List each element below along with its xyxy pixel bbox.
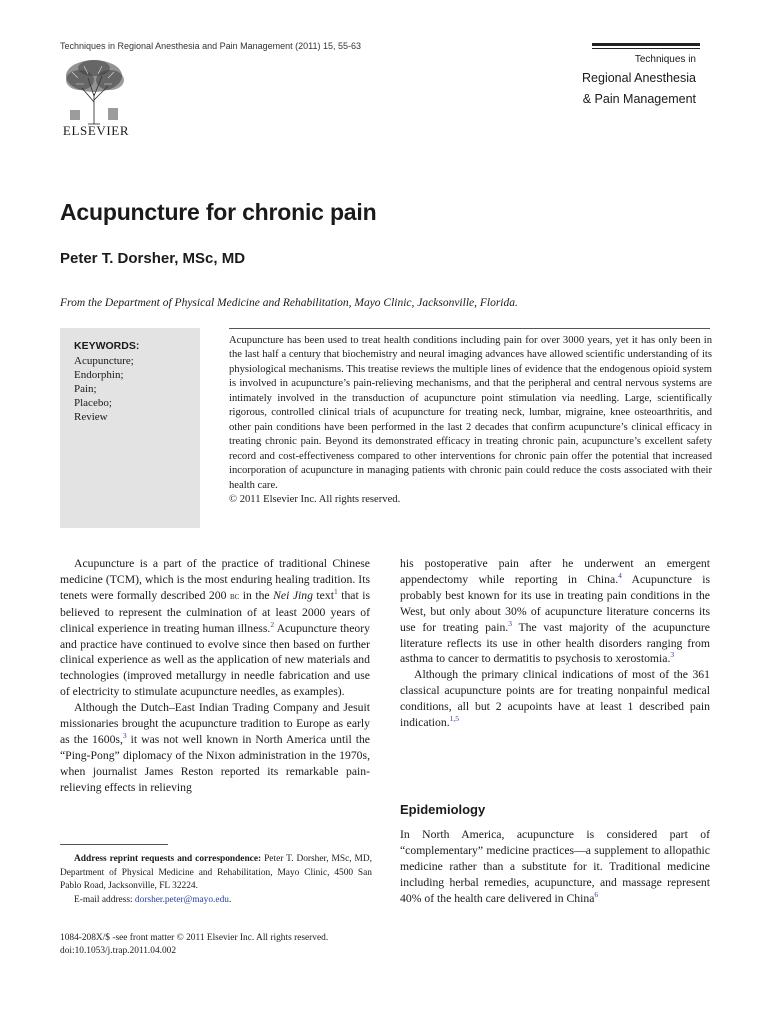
keyword-item: Placebo; (74, 397, 112, 409)
epidemiology-section (400, 827, 710, 907)
masthead-title-line2: & Pain Management (582, 92, 696, 106)
journal-citation-line: Techniques in Regional Anesthesia and Pain Management (2011) 15, 55-63 (60, 41, 362, 51)
citation-link[interactable]: 1,5 (449, 714, 460, 724)
keyword-item: Acupuncture; (74, 355, 134, 367)
body-paragraph: Although the primary clinical indications of most of the 361 classical acupuncture points are for treating nonpainful medical conditions, all but 2 acupoints have at least 1 described pain indication.$^{1,5}$ (400, 668, 710, 730)
citation-link[interactable]: 3 (122, 731, 127, 741)
masthead-subtitle: Techniques in (634, 54, 696, 65)
citation-link[interactable]: 1 (333, 586, 338, 596)
author-affiliation: From the Department of Physical Medicine and Rehabilitation, Mayo Clinic, Jacksonville, Florida. (60, 297, 518, 309)
keyword-item: Review (74, 411, 108, 423)
citation-link[interactable]: 3 (670, 650, 675, 660)
abstract-copyright: © 2011 Elsevier Inc. All rights reserved. (229, 493, 401, 505)
body-column-right (400, 556, 710, 731)
keyword-item: Endorphin; (74, 369, 124, 381)
body-paragraph: Acupuncture is a part of the practice of traditional Chinese medicine (TCM), which is the most enduring healing tradition. Its tenets were formally described 200 bc in the Nei Jing text$^1$ that is believed to represent the culmination of at least 2000 years of clinical experience in treating human illness.$^2$ Acupuncture theory and practice have continued to evolve since then based on further clinical experience as well as the application of new materials and technologies (improved metallurgy in needle fabrication and use of electricity to stimulate acupuncture needles, as examples). (60, 557, 371, 699)
body-column-left (60, 556, 370, 796)
body-paragraph: his postoperative pain after he underwent an emergent appendectomy while reporting in China.$^4$ Acupuncture is probably best known for its use in treating pain conditions in the West, but only about 30% of acupuncture literature concerns its use for treating pain.$^3$ The vast majority of the acupuncture literature reflects its use in other health disorders ranging from asthma to cancer to dermatitis to psychosis to xerostomia.$^3$ (400, 557, 711, 666)
masthead-title-line1: Regional Anesthesia (582, 71, 696, 85)
email-link[interactable]: dorsher.peter@mayo.edu (134, 894, 229, 905)
abstract (229, 334, 712, 507)
abstract-top-rule (229, 328, 710, 329)
correspondence-footnote: Address reprint requests and correspondence: Peter T. Dorsher, MSc, MD, Department of Physical Medicine and Rehabilitation, Mayo Clinic, 4500 San Pablo Road, Jacksonville, FL 32224. E-mail address: dorsher.peter@mayo.edu. (60, 854, 373, 905)
article-title: Acupuncture for chronic pain (60, 199, 377, 225)
issn-line: 1084-208X/$ -see front matter © 2011 Elsevier Inc. All rights reserved. (60, 933, 329, 943)
body-paragraph: Although the Dutch–East Indian Trading Company and Jesuit missionaries brought the acupuncture tradition to Europe as early as the 1600s,$^3$ it was not well known in North America until the “Ping-Pong” diplomacy of the Nixon administration in the 1970s, when journalist James Reston reported its remarkable pain-relieving effects in relieving (60, 701, 370, 794)
doi-line[interactable]: doi:10.1053/j.trap.2011.04.002 (60, 946, 177, 956)
masthead-rule-thin (592, 48, 700, 49)
keyword-item: Pain; (74, 383, 97, 395)
footnote-rule (60, 844, 168, 845)
citation-link[interactable]: 6 (594, 889, 599, 899)
citation-link[interactable]: 4 (618, 571, 622, 581)
masthead-rule-thick (592, 43, 700, 46)
abstract-text: Acupuncture has been used to treat health conditions including pain for over 3000 years, yet it has only been in the last half a century that biochemistry and neural imaging advances have allowed scientific understanding of its physiological mechanisms. This treatise reviews the multiple lines of evidence that the endogenous opioid system is involved in acupuncture’s pain-relieving mechanisms, and that the peripheral and central nervous systems are intimately involved in the transduction of acupuncture point stimulation via needling. Large, scientifically rigorous, controlled clinical trials of acupuncture for treating neck, lumbar, migraine, knee osteoarthritis, and other pain conditions have been performed in the last 2 decades that confirm acupuncture’s clinical efficacy in treating chronic pain. Beyond its demonstrated efficacy in treating chronic pain, acupuncture’s excellent safety record and cost-effectiveness compared to other interventions for chronic pain offer the potential that increased incorporation of acupuncture in managing patients with chronic pain could reduce the costs associated with their health care. (229, 335, 712, 491)
keywords-title: KEYWORDS: (74, 340, 140, 352)
body-paragraph: In North America, acupuncture is considered part of “complementary” medicine practices—a supplement to allopathic medicine rather than a substitute for it. Traditional medicine including herbal remedies, acupuncture, and massage represent 40% of the health care delivered in China$^6$ (400, 828, 710, 905)
keywords-list (74, 354, 134, 424)
citation-link[interactable]: 3 (508, 618, 512, 628)
email-label: E-mail address: (74, 894, 135, 905)
footnote-label: Address reprint requests and correspondence: (74, 854, 262, 864)
publisher-name: ELSEVIER (62, 123, 130, 138)
elsevier-tree-logo (58, 58, 130, 126)
author-line: Peter T. Dorsher, MSc, MD (60, 250, 246, 267)
citation-link[interactable]: 2 (270, 619, 275, 629)
section-heading: Epidemiology (400, 802, 486, 817)
footnote-address: Peter T. Dorsher, MSc, MD, Department of Physical Medicine and Rehabilitation, Mayo Clinic, 4500 San Pablo Road, Jacksonville, FL 32224. (60, 854, 373, 891)
